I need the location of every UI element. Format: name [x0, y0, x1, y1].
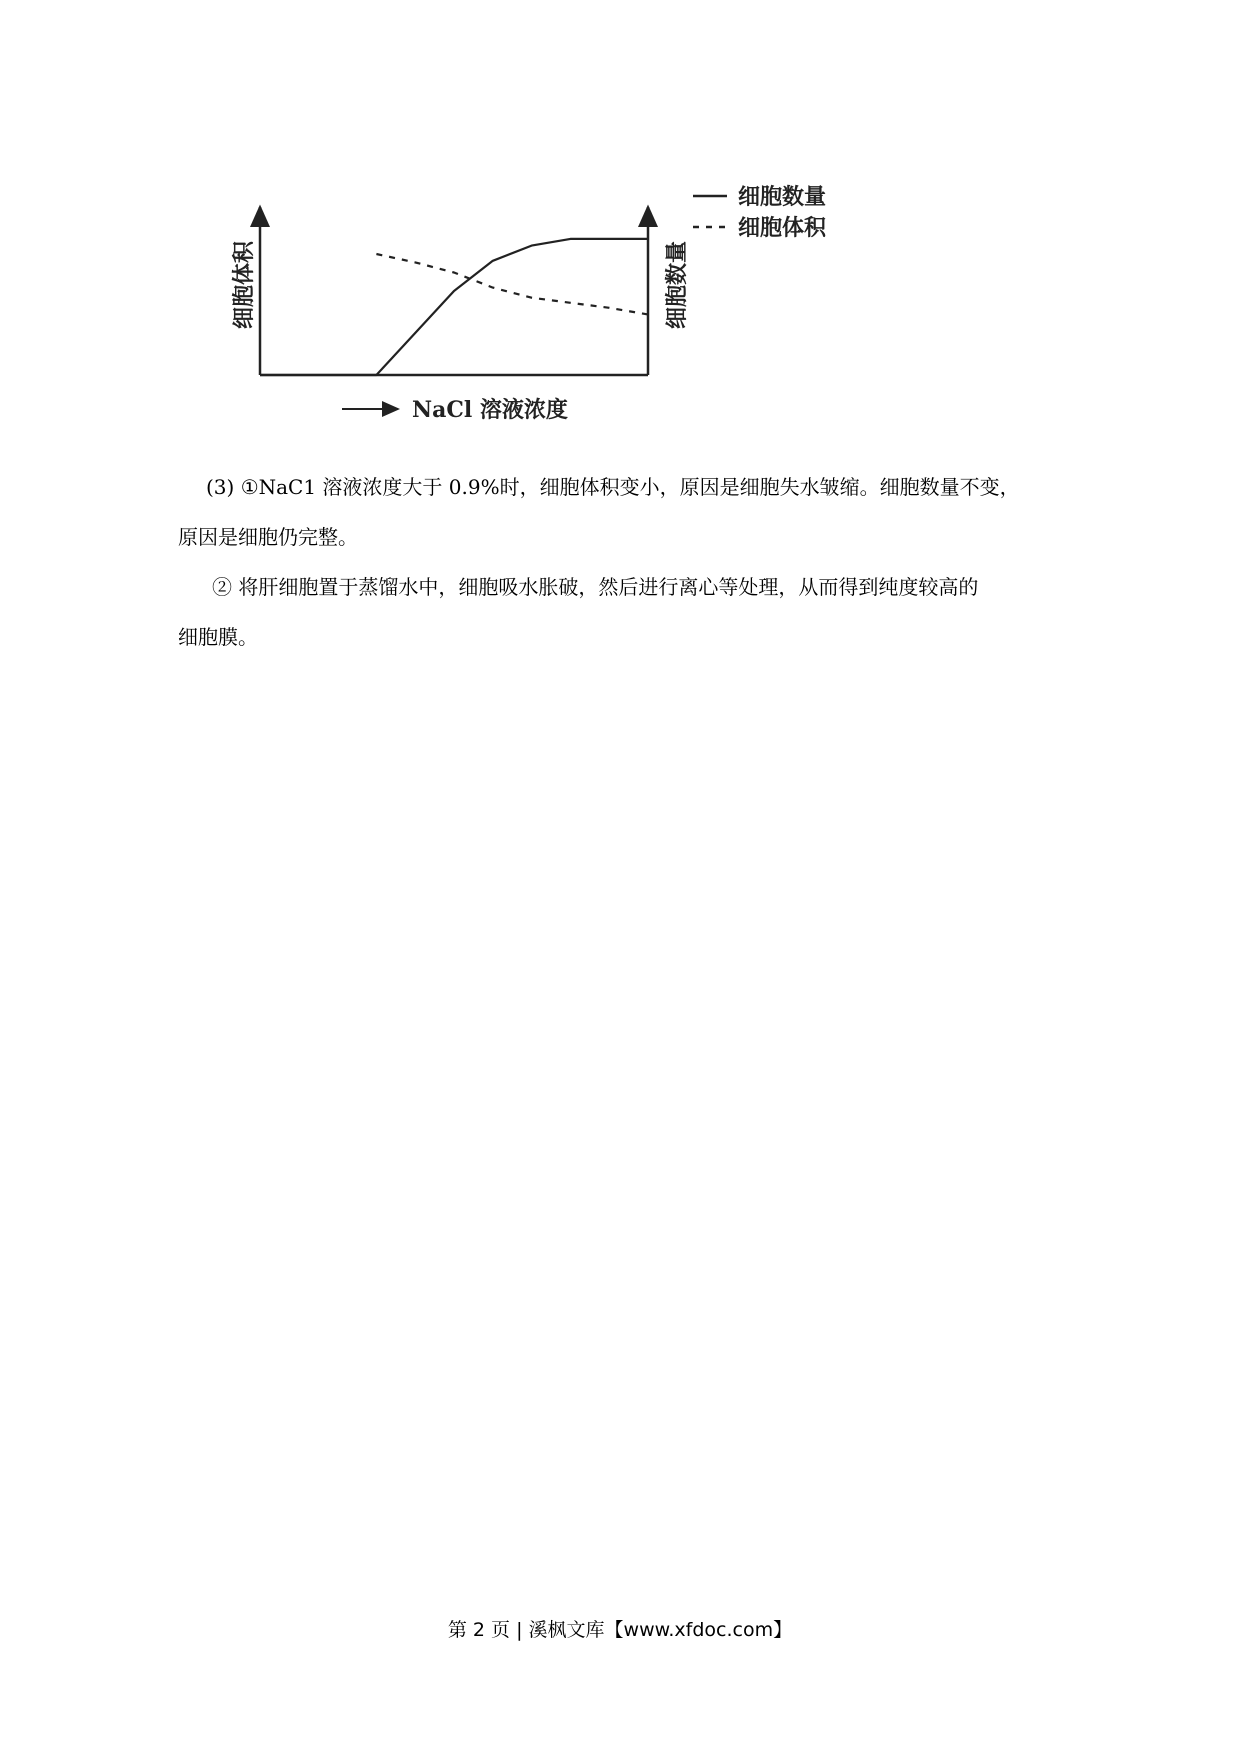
y-left-axis-label: 细胞体积	[231, 240, 257, 330]
answer-line-1: (3) ①NaC1 溶液浓度大于 0.9%时，细胞体积变小，原因是细胞失水皱缩。细胞数量不变，	[206, 475, 1020, 499]
x-axis-label: NaCl 溶液浓度	[412, 397, 568, 423]
cell-chart-figure	[200, 175, 880, 440]
series-line-cell-volume	[376, 254, 648, 315]
y-right-axis-label: 细胞数量	[664, 240, 690, 330]
cell-chart	[200, 175, 880, 440]
legend-label-cell-volume: 细胞体积	[738, 215, 827, 241]
answer-line-3: ② 将肝细胞置于蒸馏水中，细胞吸水胀破，然后进行离心等处理，从而得到纯度较高的	[212, 575, 979, 599]
series-layer	[260, 239, 648, 375]
answer-line-4: 细胞膜。	[178, 625, 258, 649]
answer-text	[178, 462, 1078, 662]
series-line-cell-count	[260, 239, 648, 375]
legend	[693, 184, 827, 241]
legend-label-cell-count: 细胞数量	[738, 184, 827, 210]
page-footer: 第 2 页 | 溪枫文库【www.xfdoc.com】	[447, 1619, 793, 1641]
answer-line-2: 原因是细胞仍完整。	[178, 525, 358, 549]
